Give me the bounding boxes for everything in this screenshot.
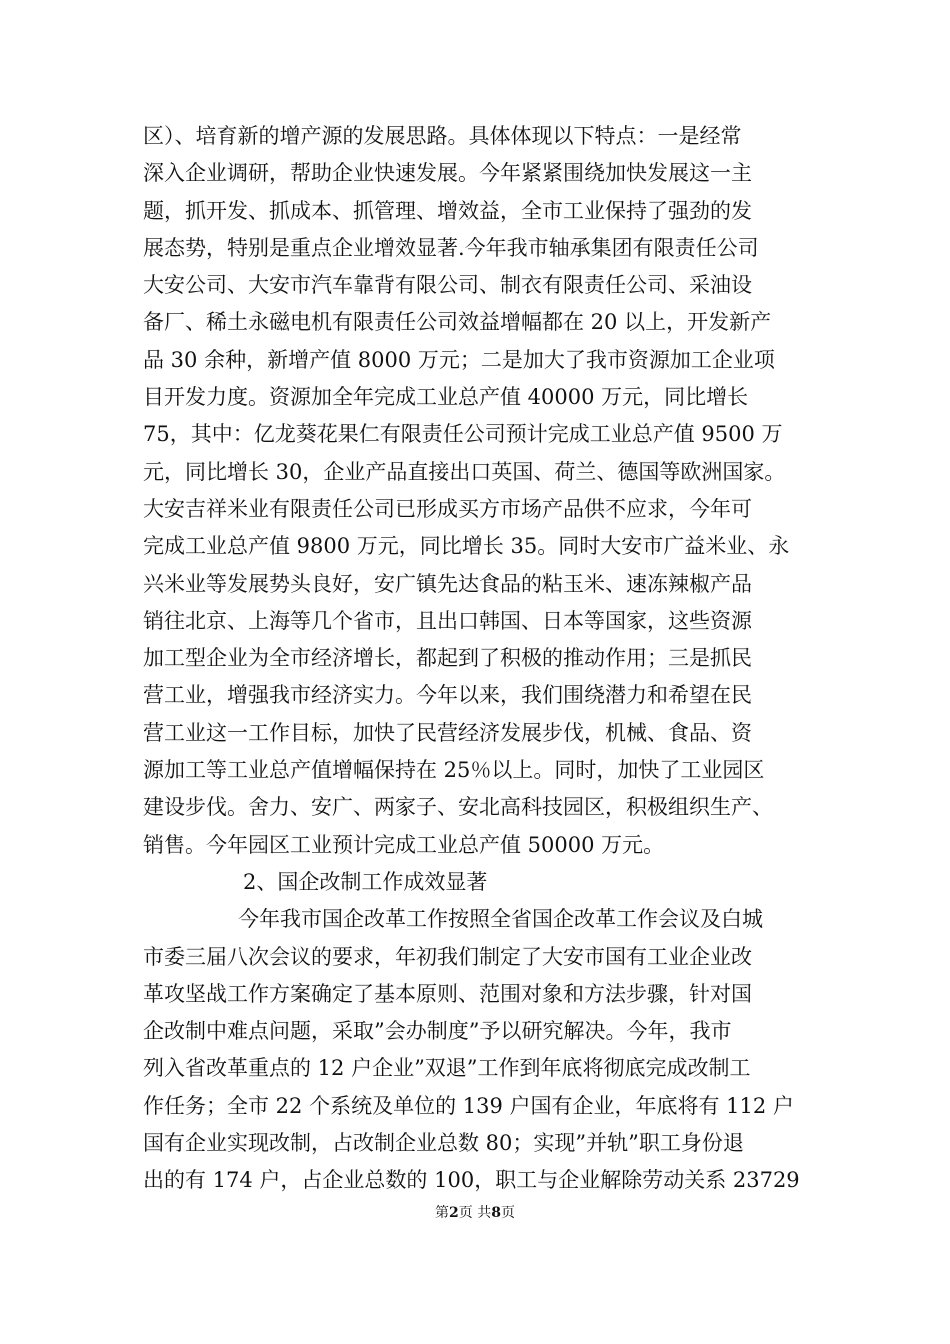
text-line: 深入企业调研，帮助企业快速发展。今年紧紧围绕加快发展这一主 (143, 161, 752, 186)
text-line: 国有企业实现改制，占改制企业总数 80；实现”并轨”职工身份退 (143, 1131, 744, 1156)
text-line: 完成工业总产值 9800 万元，同比增长 35。同时大安市广益米业、永 (143, 534, 790, 559)
body-text (143, 118, 823, 1200)
text-line: 元，同比增长 30，企业产品直接出口英国、荷兰、德国等欧洲国家。 (143, 459, 786, 484)
text-line: 题，抓开发、抓成本、抓管理、增效益，全市工业保持了强劲的发 (143, 198, 752, 223)
text-line: 市委三届八次会议的要求，年初我们制定了大安市国有工业企业改 (143, 944, 752, 969)
text-line: 销售。今年园区工业预计完成工业总产值 50000 万元。 (143, 832, 665, 857)
text-line: 目开发力度。资源加全年完成工业总产值 40000 万元，同比增长 (143, 385, 749, 410)
text-line: 今年我市国企改革工作按照全省国企改革工作会议及白城 (238, 907, 763, 932)
page-footer (0, 1203, 950, 1223)
text-line: 加工型企业为全市经济增长，都起到了积极的推动作用；三是抓民 (143, 646, 752, 671)
text-line: 大安吉祥米业有限责任公司已形成买方市场产品供不应求，今年可 (143, 496, 752, 521)
text-line: 备厂、稀土永磁电机有限责任公司效益增幅都在 20 以上，开发新产 (143, 310, 772, 335)
text-line: 大安公司、大安市汽车靠背有限公司、制衣有限责任公司、采油设 (143, 273, 752, 298)
section-heading: 2、国企改制工作成效显著 (243, 869, 488, 894)
text-line: 品 30 余种，新增产值 8000 万元；二是加大了我市资源加工企业项 (143, 347, 775, 372)
text-line: 营工业这一工作目标，加快了民营经济发展步伐，机械、食品、资 (143, 720, 752, 745)
text-line: 源加工等工业总产值增幅保持在 25％以上。同时，加快了工业园区 (143, 758, 765, 783)
text-line: 企改制中难点问题，采取”会办制度”予以研究解决。今年，我市 (143, 1019, 732, 1044)
text-line: 销往北京、上海等几个省市，且出口韩国、日本等国家，这些资源 (143, 608, 752, 633)
text-line: 区）、培育新的增产源的发展思路。具体体现以下特点：一是经常 (143, 124, 742, 148)
footer-current-page: 2 (449, 1205, 459, 1221)
text-line: 革攻坚战工作方案确定了基本原则、范围对象和方法步骤，针对国 (143, 981, 752, 1006)
text-line: 75，其中：亿龙葵花果仁有限责任公司预计完成工业总产值 9500 万 (143, 422, 783, 447)
text-line: 营工业，增强我市经济实力。今年以来，我们围绕潜力和希望在民 (143, 683, 752, 708)
footer-suffix: 页 (500, 1205, 515, 1221)
footer-prefix: 第 (435, 1205, 450, 1221)
footer-total-pages: 8 (491, 1205, 501, 1221)
text-line: 出的有 174 户，占企业总数的 100，职工与企业解除劳动关系 23729 (143, 1168, 800, 1193)
text-line: 作任务；全市 22 个系统及单位的 139 户国有企业，年底将有 112 户 (143, 1093, 794, 1118)
text-line: 列入省改革重点的 12 户企业”双退”工作到年底将彻底完成改制工 (143, 1056, 751, 1081)
text-line: 兴米业等发展势头良好，安广镇先达食品的粘玉米、速冻辣椒产品 (143, 571, 752, 596)
text-line: 展态势，特别是重点企业增效显著.今年我市轴承集团有限责任公司 (143, 235, 759, 260)
text-line: 建设步伐。舍力、安广、两家子、安北高科技园区，积极组织生产、 (143, 795, 773, 820)
footer-middle: 页 共 (458, 1205, 492, 1221)
